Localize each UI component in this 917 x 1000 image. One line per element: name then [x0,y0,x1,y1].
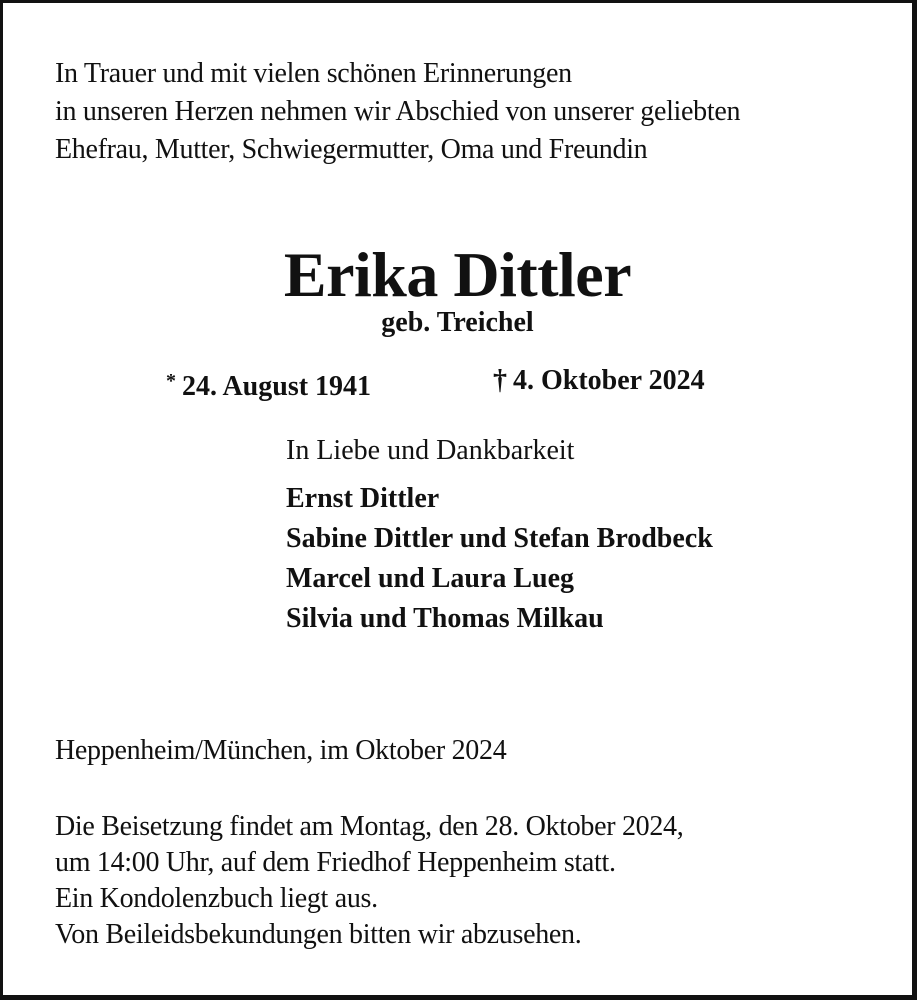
funeral-info [55,809,683,953]
intro-line: Ehefrau, Mutter, Schwiegermutter, Oma und Freundin [55,134,648,165]
mourners-list [286,479,713,639]
intro-line: in unseren Herzen nehmen wir Abschied von unserer geliebten [55,96,741,127]
intro-text [55,55,740,169]
death-cross-icon: † [493,365,507,396]
deceased-name: Erika Dittler [283,239,632,310]
mourner: Sabine Dittler und Stefan Brodbeck [286,523,713,554]
birth-date: 24. August 1941 [182,371,372,402]
birth-star-icon: * [166,370,176,392]
death-date: 4. Oktober 2024 [513,365,705,396]
mourner: Marcel und Laura Lueg [286,563,575,594]
birth-date-line [166,363,371,405]
place-date: Heppenheim/München, im Oktober 2024 [55,735,507,766]
signoff: In Liebe und Dankbarkeit [286,435,575,466]
death-date-line [493,363,705,399]
intro-line: In Trauer und mit vielen schönen Erinnerungen [55,58,572,89]
mourner: Ernst Dittler [286,483,440,514]
funeral-info-line: Von Beileidsbekundungen bitten wir abzusehen. [55,919,582,950]
mourner: Silvia und Thomas Milkau [286,603,604,634]
funeral-info-line: um 14:00 Uhr, auf dem Friedhof Heppenheim statt. [55,847,616,878]
maiden-name: geb. Treichel [381,307,534,338]
funeral-info-line: Ein Kondolenzbuch liegt aus. [55,883,378,914]
funeral-info-line: Die Beisetzung findet am Montag, den 28. Oktober 2024, [55,811,684,842]
